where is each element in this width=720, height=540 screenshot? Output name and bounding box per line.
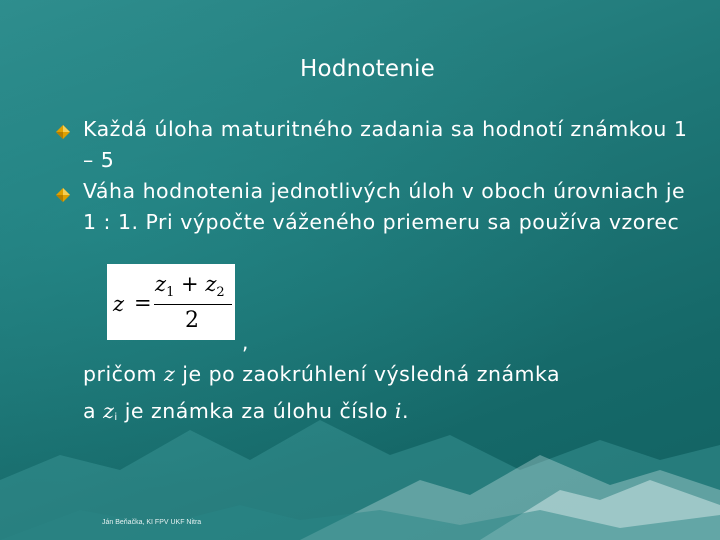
bullet-text-2: Váha hodnotenia jednotlivých úloh v oboch úrovniach je 1 : 1. Pri výpočte váženého priemeru sa používa vzorec [83,179,686,234]
fraction-bar [154,304,232,305]
formula-denominator: 2 [185,308,199,333]
diamond-bullet-icon [56,188,70,202]
formula-comma: , [242,330,249,354]
formula-numerator: $z_1 + z_2$ [155,272,225,301]
formula-image [107,264,235,340]
explanation-line-1: pričom z je po zaokrúhlení výsledná známka [83,362,561,386]
formula-lhs: z [113,292,125,316]
bullet-text-1: Každá úloha maturitného zadania sa hodnotí známkou 1 – 5 [83,117,688,172]
slide-title: Hodnotenie [300,56,435,82]
explanation-line-2: a zi je známka za úlohu číslo i. [83,399,409,423]
footer-author: Ján Beňačka, KI FPV UKF Nitra [102,519,202,526]
formula-equals: = [134,291,152,315]
diamond-bullet-icon [56,125,70,139]
